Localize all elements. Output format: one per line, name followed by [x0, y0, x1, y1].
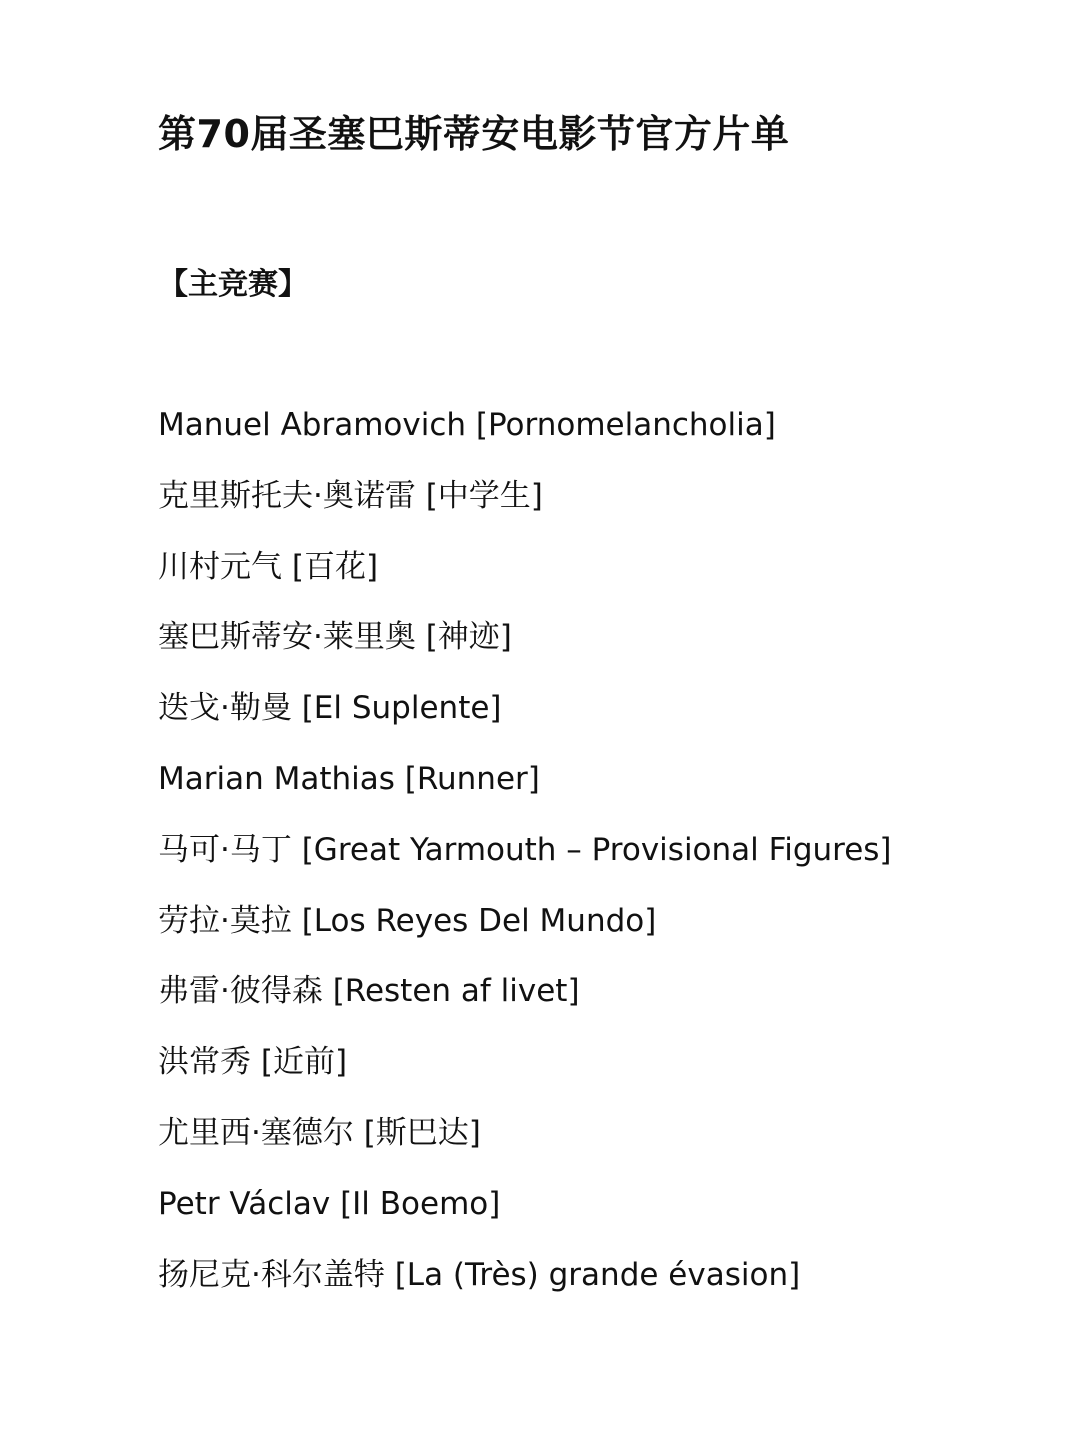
film-list — [158, 396, 892, 1316]
list-item: 川村元气 [百花] — [158, 548, 379, 585]
list-item: 洪常秀 [近前] — [158, 1044, 348, 1081]
list-item: 克里斯托夫·奥诺雷 [中学生] — [158, 477, 543, 514]
list-item: 塞巴斯蒂安·莱里奥 [神迹] — [158, 619, 512, 656]
list-item: 迭戈·勒曼 [El Suplente] — [158, 690, 502, 727]
list-item: 尤里西·塞德尔 [斯巴达] — [158, 1114, 481, 1151]
list-item: Manuel Abramovich [Pornomelancholia] — [158, 407, 776, 443]
page-title: 第70届圣塞巴斯蒂安电影节官方片单 — [158, 112, 790, 156]
list-item: Marian Mathias [Runner] — [158, 760, 540, 797]
section-heading-main-competition: 【主竞赛】 — [158, 267, 308, 302]
list-item: Petr Václav [Il Boemo] — [158, 1185, 501, 1222]
list-item: 劳拉·莫拉 [Los Reyes Del Mundo] — [158, 902, 657, 939]
list-item: 马可·马丁 [Great Yarmouth – Provisional Figures] — [158, 831, 892, 868]
list-item: 扬尼克·科尔盖特 [La (Très) grande évasion] — [158, 1256, 801, 1293]
list-item: 弗雷·彼得森 [Resten af livet] — [158, 973, 580, 1010]
